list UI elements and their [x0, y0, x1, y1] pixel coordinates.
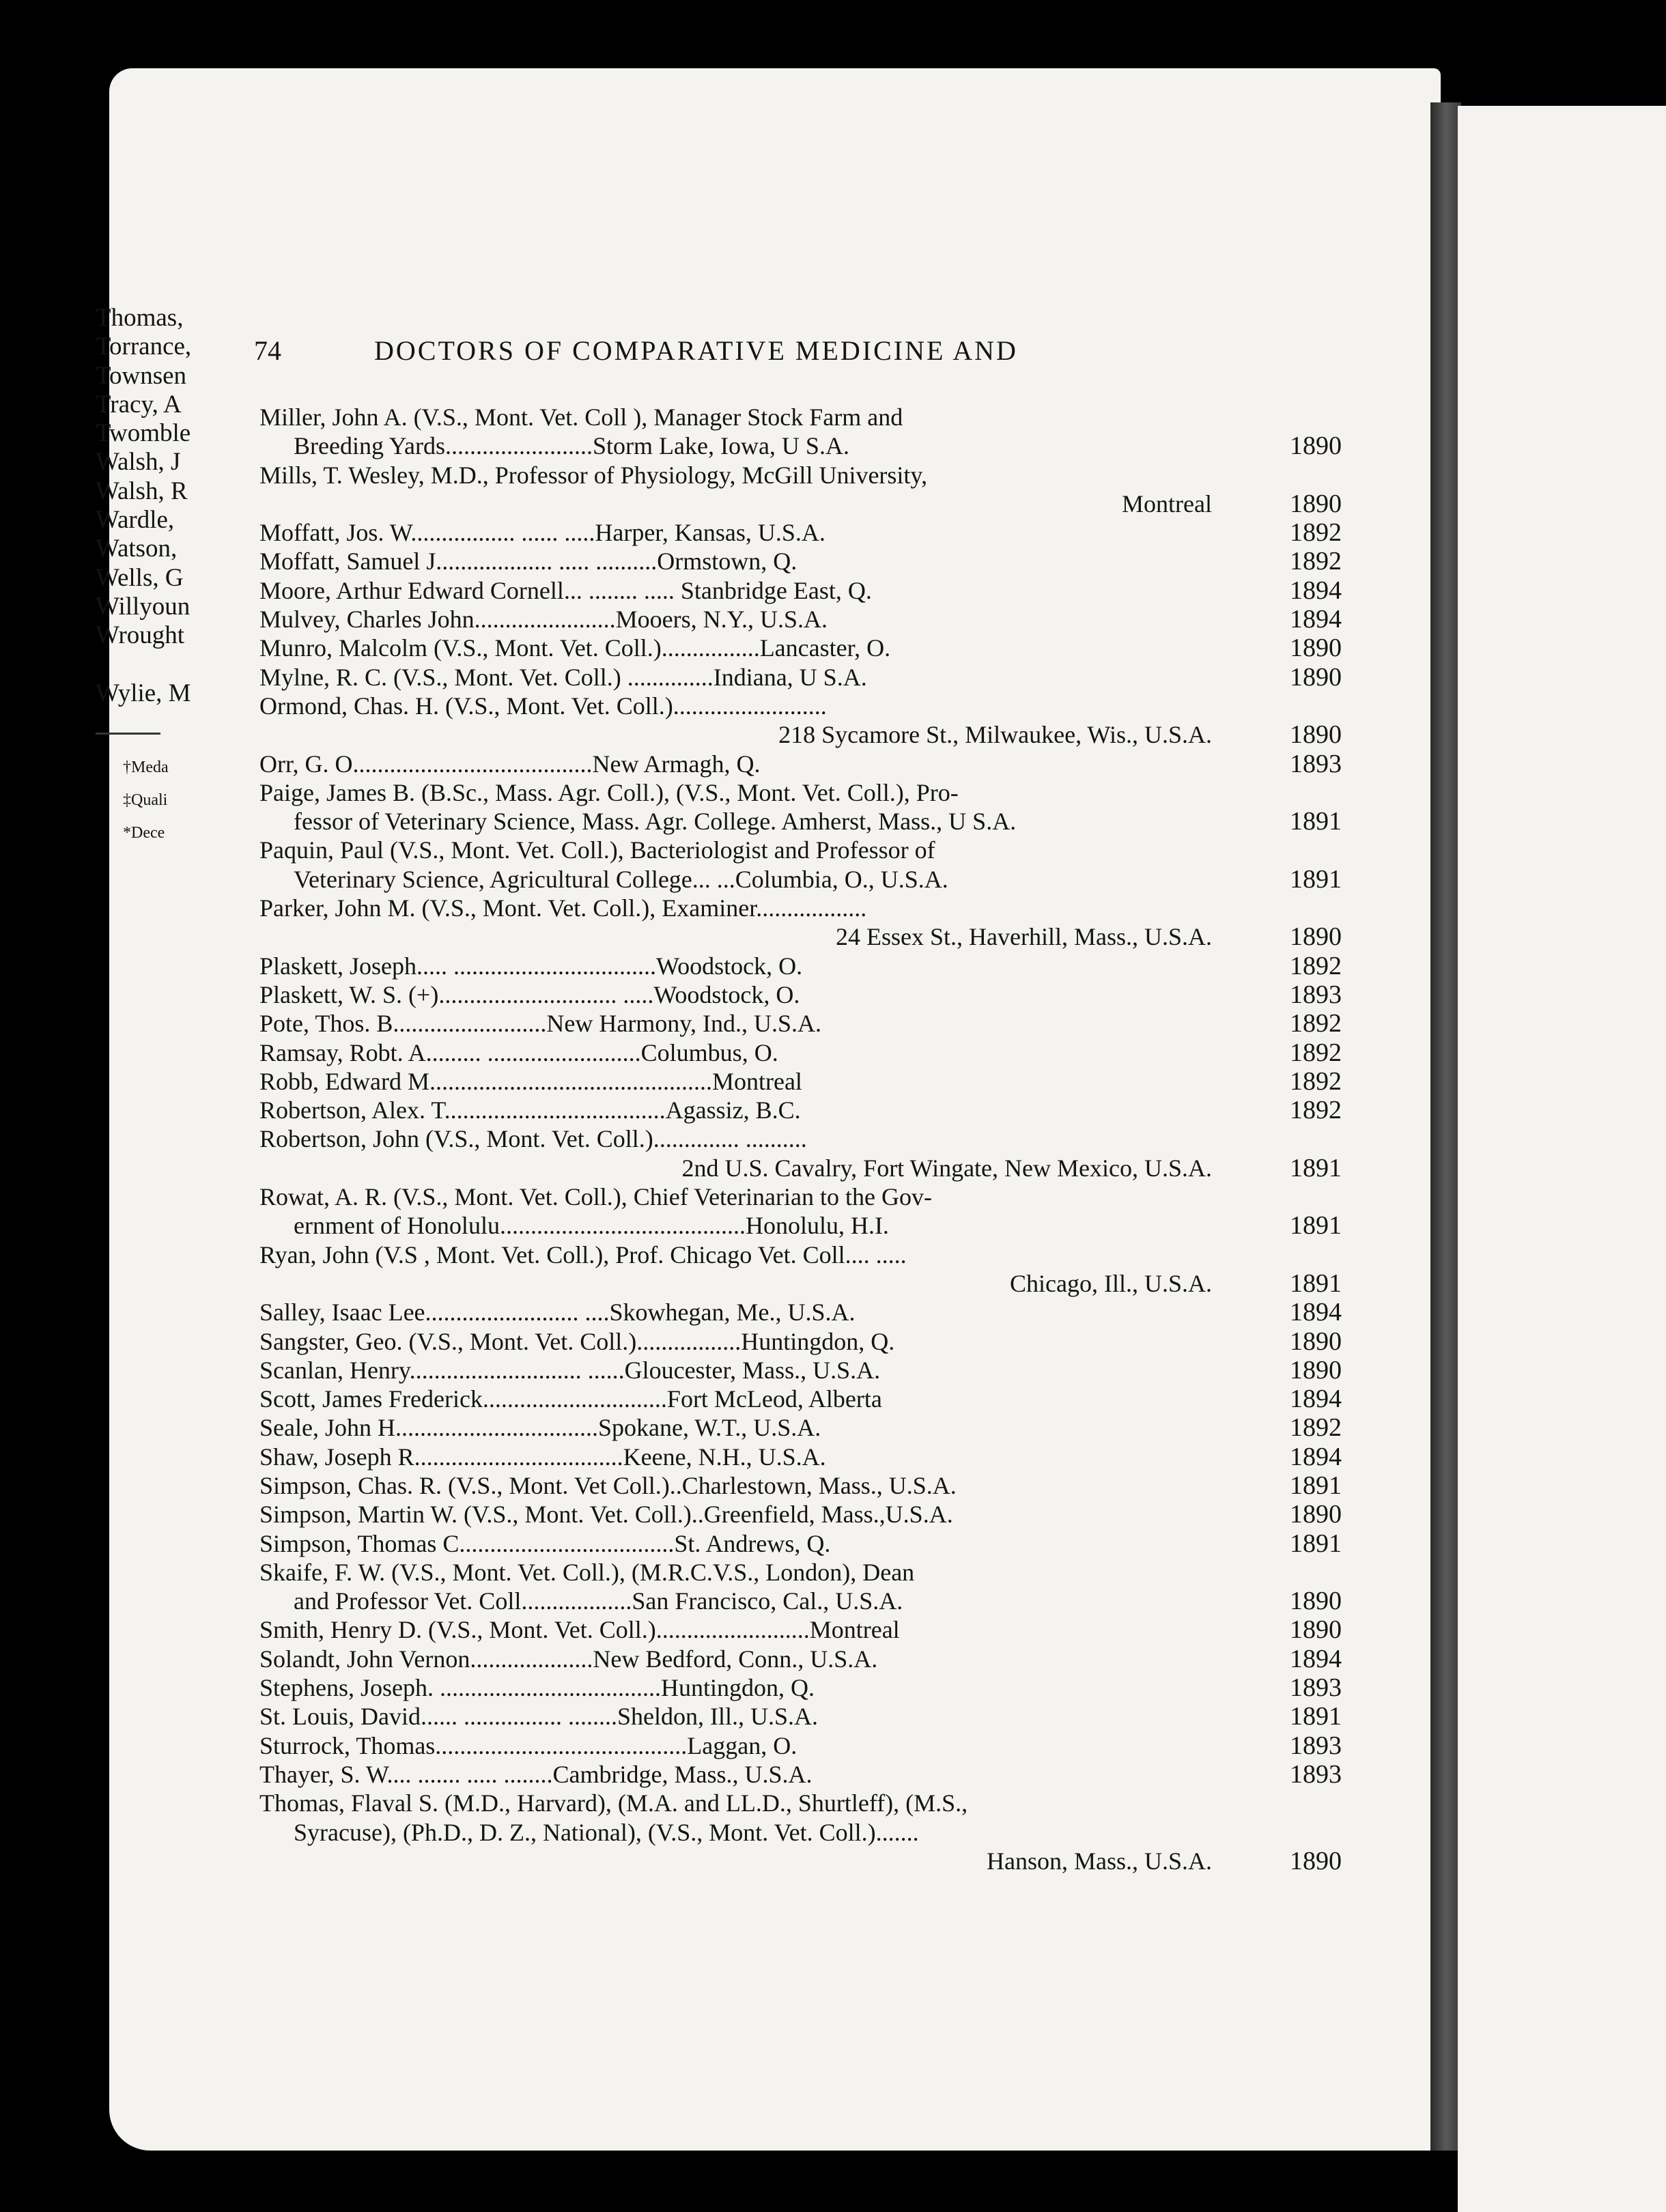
entry-line: [259, 1298, 1366, 1327]
entry-line: [259, 1067, 1366, 1096]
entry-line: [259, 1240, 1366, 1269]
right-entry-name: Wells, G: [96, 563, 184, 592]
entry-line: [259, 807, 1366, 836]
entry-text: Hanson, Mass., U.S.A.: [986, 1847, 1212, 1875]
entry-year: 1891: [1290, 807, 1342, 836]
entry-text: Mulvey, Charles John.......................Mooers, N.Y., U.S.A.: [259, 606, 828, 634]
right-entry-name: Wylie, M: [96, 679, 191, 707]
right-entry-name: Torrance,: [96, 332, 192, 361]
entry-text: Syracuse), (Ph.D., D. Z., National), (V.S., Mont. Vet. Coll.).......: [294, 1818, 919, 1846]
entry-line: [259, 720, 1366, 749]
entry-line: [259, 778, 1366, 807]
page-number: 74: [254, 335, 281, 366]
entry-text: ernment of Honolulu........................................Honolulu, H.I.: [294, 1212, 889, 1240]
entry-year: 1890: [1290, 1615, 1342, 1645]
entry-line: [259, 1124, 1366, 1153]
entry-line: [259, 1818, 1366, 1847]
entry-line: [259, 634, 1366, 662]
entry-line: [259, 922, 1366, 951]
running-head: DOCTORS OF COMPARATIVE MEDICINE AND: [374, 335, 1018, 366]
entry-line: [259, 518, 1366, 547]
entry-text: Veterinary Science, Agricultural College... ...Columbia, O., U.S.A.: [294, 865, 948, 893]
spacer: [96, 651, 232, 679]
entry-text: 2nd U.S. Cavalry, Fort Wingate, New Mexico, U.S.A.: [681, 1154, 1212, 1182]
entry-year: 1892: [1290, 1038, 1342, 1067]
entry-text: Mills, T. Wesley, M.D., Professor of Physiology, McGill University,: [259, 461, 928, 489]
right-entry-name: Watson,: [96, 535, 178, 563]
entry-line: [259, 431, 1366, 460]
right-entry-name: Walsh, J: [96, 448, 181, 477]
entry-year: 1890: [1290, 922, 1342, 952]
entry-line: [259, 750, 1366, 778]
right-entry-name: Tracy, A: [96, 390, 182, 419]
entry-year: 1891: [1290, 1529, 1342, 1558]
entry-text: Plaskett, W. S. (+)............................. .....Woodstock, O.: [259, 980, 800, 1008]
right-entry-name: Twomble: [96, 419, 191, 448]
entry-text: Scanlan, Henry............................ ......Gloucester, Mass., U.S.A.: [259, 1356, 881, 1384]
right-entry-name: Wardle,: [96, 506, 175, 535]
entry-text: Ramsay, Robt. A......... .........................Columbus, O.: [259, 1038, 778, 1066]
entry-text: Sangster, Geo. (V.S., Mont. Vet. Coll.).................Huntingdon, Q.: [259, 1327, 895, 1355]
entry-line: [259, 1471, 1366, 1500]
footnote-rule: [96, 733, 160, 735]
entry-text: Ryan, John (V.S , Mont. Vet. Coll.), Prof. Chicago Vet. Coll.... .....: [259, 1240, 907, 1268]
entry-line: [259, 576, 1366, 605]
entry-text: Seale, John H.................................Spokane, W.T., U.S.A.: [259, 1414, 821, 1442]
right-page-entries: [96, 304, 232, 849]
entry-line: [259, 490, 1366, 518]
footnote: ‡Quali: [123, 791, 168, 810]
entry-line: [259, 692, 1366, 720]
entry-text: Solandt, John Vernon....................New Bedford, Conn., U.S.A.: [259, 1645, 878, 1673]
entry-year: 1894: [1290, 1298, 1342, 1327]
entry-text: Paige, James B. (B.Sc., Mass. Agr. Coll.), (V.S., Mont. Vet. Coll.), Pro-: [259, 778, 959, 806]
entry-line: [259, 1211, 1366, 1240]
entry-year: 1893: [1290, 1731, 1342, 1760]
entry-year: 1891: [1290, 1702, 1342, 1731]
entry-year: 1890: [1290, 1587, 1342, 1616]
entry-year: 1890: [1290, 1355, 1342, 1385]
entry-line: [259, 1182, 1366, 1211]
entry-text: Paquin, Paul (V.S., Mont. Vet. Coll.), Bacteriologist and Professor of: [259, 836, 935, 864]
entry-line: [259, 1269, 1366, 1298]
entry-text: Moffatt, Jos. W................. ...... .....Harper, Kansas, U.S.A.: [259, 519, 825, 547]
entry-text: Smith, Henry D. (V.S., Mont. Vet. Coll.).........................Montreal: [259, 1616, 900, 1644]
entry-line: [259, 1760, 1366, 1789]
entry-text: Simpson, Martin W. (V.S., Mont. Vet. Coll.)..Greenfield, Mass.,U.S.A.: [259, 1501, 953, 1529]
footnote: *Dece: [123, 824, 165, 842]
entry-line: [259, 461, 1366, 490]
entry-text: Parker, John M. (V.S., Mont. Vet. Coll.), Examiner..................: [259, 894, 867, 922]
entry-year: 1892: [1290, 1009, 1342, 1038]
entry-line: [259, 836, 1366, 864]
entry-text: Shaw, Joseph R..................................Keene, N.H., U.S.A.: [259, 1443, 826, 1471]
entry-year: 1891: [1290, 1471, 1342, 1500]
entry-text: Sturrock, Thomas.........................................Laggan, O.: [259, 1731, 797, 1759]
entry-text: Stephens, Joseph. ....................................Huntingdon, Q.: [259, 1674, 815, 1702]
footnote: †Meda: [123, 758, 169, 777]
entry-year: 1892: [1290, 518, 1342, 548]
entry-year: 1894: [1290, 1442, 1342, 1471]
entry-text: St. Louis, David...... ................ ........Sheldon, Ill., U.S.A.: [259, 1703, 819, 1731]
entry-text: Robertson, John (V.S., Mont. Vet. Coll.).............. ..........: [259, 1125, 807, 1153]
entry-year: 1891: [1290, 864, 1342, 894]
entry-text: Thayer, S. W.... ....... ..... ........Cambridge, Mass., U.S.A.: [259, 1760, 813, 1788]
entry-year: 1890: [1290, 720, 1342, 750]
right-entry-name: Wrought: [96, 621, 185, 650]
entry-line: [259, 894, 1366, 922]
entry-line: [259, 1615, 1366, 1644]
entry-line: [259, 1702, 1366, 1731]
entry-line: [259, 1789, 1366, 1817]
entry-line: [259, 1096, 1366, 1124]
entry-text: Robb, Edward M..............................................Montreal: [259, 1067, 802, 1095]
entry-year: 1892: [1290, 547, 1342, 576]
entry-year: 1894: [1290, 605, 1342, 634]
entry-text: 24 Essex St., Haverhill, Mass., U.S.A.: [836, 923, 1212, 951]
entry-year: 1893: [1290, 749, 1342, 778]
entry-text: Munro, Malcolm (V.S., Mont. Vet. Coll.)................Lancaster, O.: [259, 634, 891, 662]
entry-text: Thomas, Flaval S. (M.D., Harvard), (M.A. and LL.D., Shurtleff), (M.S.,: [259, 1789, 968, 1817]
entry-text: Robertson, Alex. T....................................Agassiz, B.C.: [259, 1096, 801, 1124]
right-page: [1458, 106, 1666, 2212]
entry-year: 1891: [1290, 1268, 1342, 1298]
entry-year: 1892: [1290, 1413, 1342, 1443]
entry-text: Simpson, Thomas C...................................St. Andrews, Q.: [259, 1529, 831, 1557]
entry-year: 1890: [1290, 1327, 1342, 1356]
entry-text: Chicago, Ill., U.S.A.: [1010, 1269, 1212, 1297]
entry-text: Rowat, A. R. (V.S., Mont. Vet. Coll.), Chief Veterinarian to the Gov-: [259, 1183, 932, 1211]
entry-text: Scott, James Frederick..............................Fort McLeod, Alberta: [259, 1385, 882, 1413]
entry-line: [259, 605, 1366, 634]
entry-year: 1890: [1290, 662, 1342, 692]
entry-line: [259, 865, 1366, 894]
entry-year: 1891: [1290, 1153, 1342, 1182]
entry-text: Montreal: [1122, 490, 1212, 517]
entry-line: [259, 1413, 1366, 1442]
entry-text: Mylne, R. C. (V.S., Mont. Vet. Coll.) ..............Indiana, U S.A.: [259, 663, 867, 691]
entry-line: [259, 1009, 1366, 1038]
entry-year: 1894: [1290, 1644, 1342, 1673]
entry-text: Orr, G. O.......................................New Armagh, Q.: [259, 750, 761, 778]
right-entry-name: Willyoun: [96, 592, 190, 621]
directory-entries: [259, 403, 1366, 1875]
entry-text: fessor of Veterinary Science, Mass. Agr. College. Amherst, Mass., U S.A.: [294, 808, 1017, 836]
entry-text: Simpson, Chas. R. (V.S., Mont. Vet Coll.)..Charlestown, Mass., U.S.A.: [259, 1471, 957, 1499]
entry-line: [259, 1500, 1366, 1529]
right-entry-name: Walsh, R: [96, 477, 188, 505]
entry-line: [259, 1327, 1366, 1356]
entry-text: Plaskett, Joseph..... .................................Woodstock, O.: [259, 952, 803, 980]
entry-year: 1892: [1290, 1096, 1342, 1125]
entry-text: Moffatt, Samuel J................... ..... ..........Ormstown, Q.: [259, 548, 797, 576]
entry-year: 1893: [1290, 1759, 1342, 1789]
entry-line: [259, 1673, 1366, 1702]
entry-year: 1893: [1290, 1673, 1342, 1703]
entry-year: 1890: [1290, 431, 1342, 461]
entry-year: 1890: [1290, 634, 1342, 663]
entry-year: 1890: [1290, 1846, 1342, 1875]
entry-year: 1894: [1290, 1385, 1342, 1414]
book-gutter: [1430, 102, 1461, 2151]
entry-year: 1890: [1290, 1500, 1342, 1529]
entry-year: 1894: [1290, 576, 1342, 605]
entry-line: [259, 1038, 1366, 1067]
entry-text: Skaife, F. W. (V.S., Mont. Vet. Coll.), (M.R.C.V.S., London), Dean: [259, 1558, 915, 1586]
entry-line: [259, 1154, 1366, 1182]
entry-line: [259, 403, 1366, 431]
entry-year: 1891: [1290, 1211, 1342, 1240]
entry-line: [259, 1847, 1366, 1875]
entry-line: [259, 952, 1366, 980]
entry-line: [259, 1443, 1366, 1471]
entry-year: 1890: [1290, 489, 1342, 518]
entry-line: [259, 980, 1366, 1009]
entry-text: Breeding Yards........................Storm Lake, Iowa, U S.A.: [294, 432, 849, 460]
entry-line: [259, 663, 1366, 692]
entry-line: [259, 1529, 1366, 1558]
entry-text: Pote, Thos. B.........................New Harmony, Ind., U.S.A.: [259, 1010, 821, 1038]
entry-text: and Professor Vet. Coll..................San Francisco, Cal., U.S.A.: [294, 1587, 903, 1615]
entry-text: Ormond, Chas. H. (V.S., Mont. Vet. Coll.).........................: [259, 692, 827, 720]
entry-line: [259, 1587, 1366, 1615]
entry-text: Salley, Isaac Lee......................... ....Skowhegan, Me., U.S.A.: [259, 1299, 856, 1327]
right-entry-name: Townsen: [96, 361, 187, 390]
entry-text: 218 Sycamore St., Milwaukee, Wis., U.S.A.: [778, 721, 1212, 749]
entry-line: [259, 1731, 1366, 1760]
entry-line: [259, 547, 1366, 576]
entry-year: 1892: [1290, 951, 1342, 980]
page-header: [254, 335, 1312, 375]
entry-year: 1892: [1290, 1066, 1342, 1096]
entry-text: Moore, Arthur Edward Cornell... ........ ..... Stanbridge East, Q.: [259, 576, 872, 604]
entry-text: Miller, John A. (V.S., Mont. Vet. Coll ), Manager Stock Farm and: [259, 403, 903, 431]
right-entry-name: Thomas,: [96, 304, 184, 332]
entry-line: [259, 1385, 1366, 1413]
entry-line: [259, 1558, 1366, 1587]
entry-line: [259, 1356, 1366, 1385]
entry-line: [259, 1645, 1366, 1673]
entry-year: 1893: [1290, 980, 1342, 1009]
